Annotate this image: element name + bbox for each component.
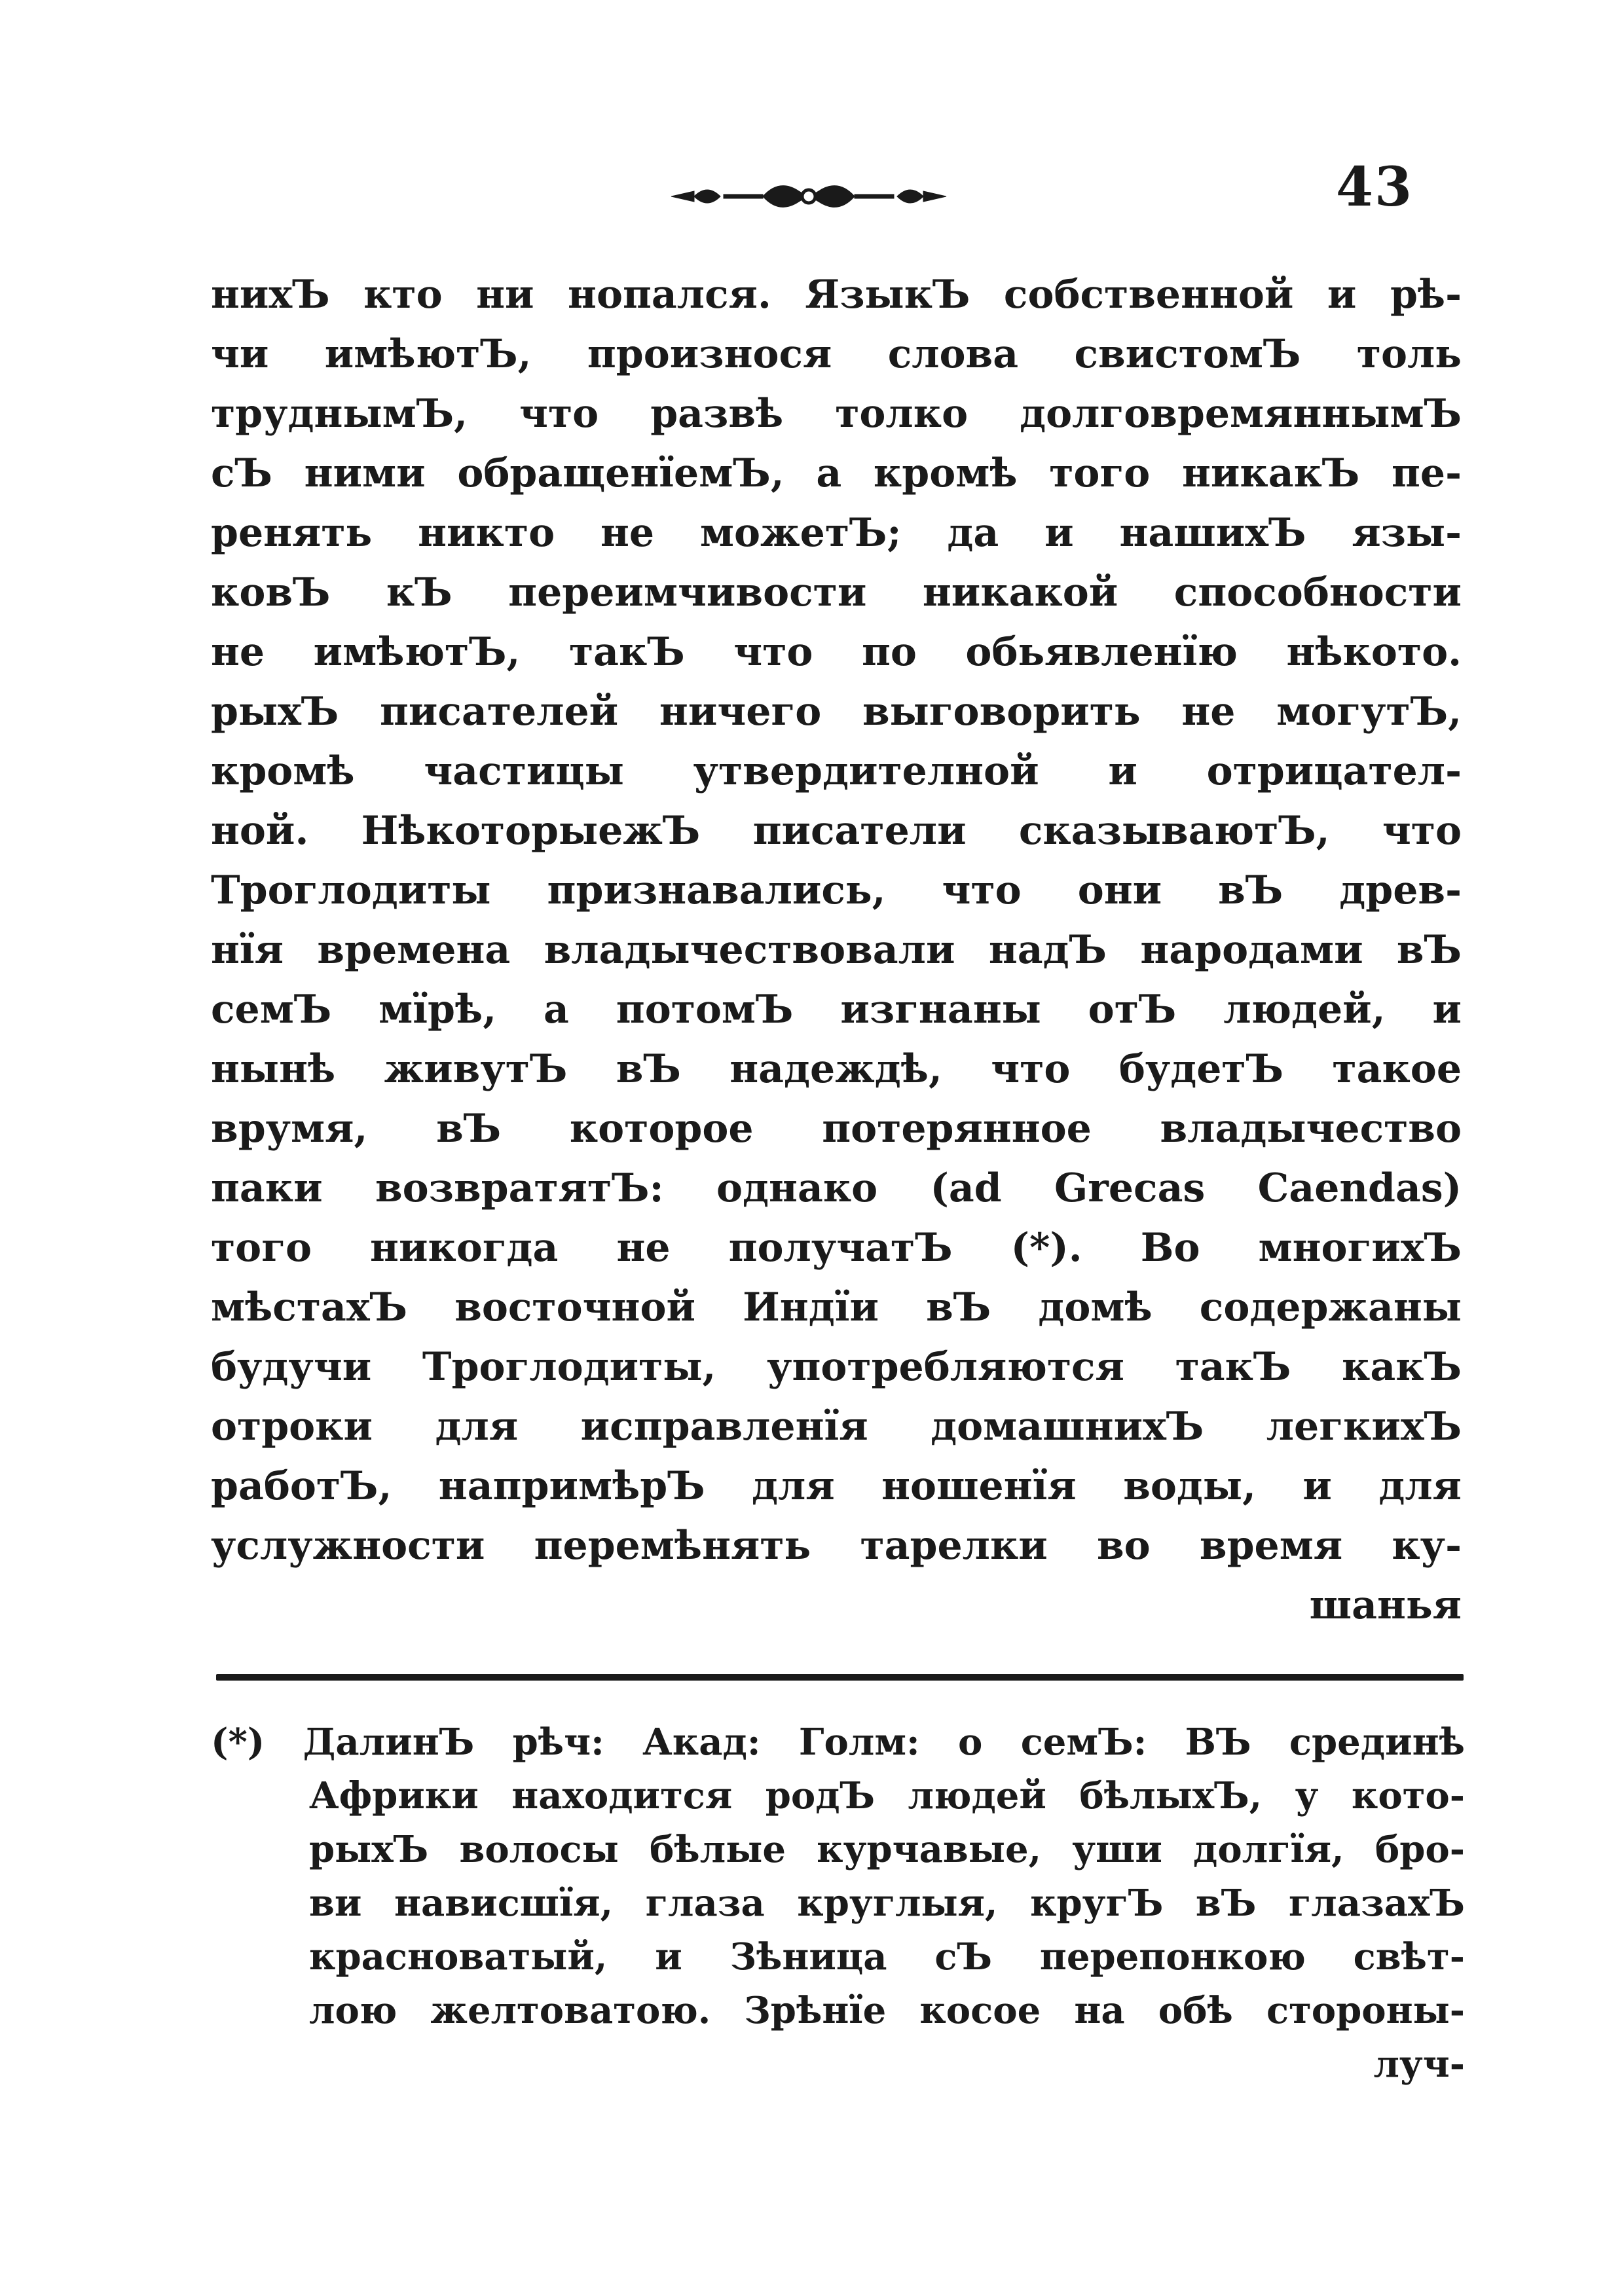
footnote-divider bbox=[216, 1674, 1464, 1681]
text-line: мѣстахЪ восточной Индїи вЪ домѣ содержаны bbox=[211, 1285, 1462, 1330]
catchword: шанья bbox=[1309, 1582, 1462, 1628]
decorative-ornament-icon bbox=[668, 172, 950, 217]
text-line: нїя времена владычествовали надЪ народами вЪ bbox=[211, 927, 1462, 973]
footnote-line: рыхЪ волосы бѣлые курчавые, уши долгїя, бро- bbox=[309, 1828, 1465, 1871]
text-line: рыхЪ писателей ничего выговорить не могутЪ, bbox=[211, 689, 1462, 735]
text-line: нихЪ кто ни нопался. ЯзыкЪ собственной и рѣ- bbox=[211, 272, 1462, 318]
text-line: не имѣютЪ, такЪ что по обьявленїю нѣкото. bbox=[211, 629, 1462, 675]
text-line: врумя, вЪ которое потерянное владычество bbox=[211, 1106, 1462, 1152]
footnote-catchword: луч- bbox=[1373, 2043, 1465, 2086]
footnote-line: Африки находится родЪ людей бѣлыхЪ, у кото- bbox=[309, 1774, 1465, 1817]
footnote-line: ви нависшїя, глаза круглыя, кругЪ вЪ глазахЪ bbox=[309, 1882, 1465, 1925]
page-number: 43 bbox=[1336, 156, 1414, 219]
text-line: паки возвратятЪ: однако (ad Grecas Caendas) bbox=[211, 1165, 1462, 1211]
main-text-block bbox=[211, 265, 1462, 1635]
text-line: кромѣ частицы утвердителной и отрицател- bbox=[211, 748, 1462, 794]
text-line: ковЪ кЪ переимчивости никакой способности bbox=[211, 570, 1462, 615]
footnote-line: красноватый, и Зѣница сЪ перепонкою свѣт- bbox=[309, 1935, 1465, 1978]
text-line: сЪ ними обращенїемЪ, а кромѣ того никакЪ пе- bbox=[211, 450, 1462, 496]
text-line: будучи Троглодиты, употребляются такЪ какЪ bbox=[211, 1344, 1462, 1390]
footnote-line: (*) ДалинЪ рѣч: Акад: Голм: о семЪ: ВЪ срединѣ bbox=[211, 1721, 1465, 1764]
footnote-line: лою желтоватою. Зрѣнїе косое на обѣ стороны- bbox=[309, 1989, 1465, 2032]
text-line: семЪ мїрѣ, а потомЪ изгнаны отЪ людей, и bbox=[211, 987, 1462, 1032]
text-line: ной. НѣкоторыежЪ писатели сказываютЪ, что bbox=[211, 808, 1462, 854]
text-line: отроки для исправленїя домашнихЪ легкихЪ bbox=[211, 1404, 1462, 1449]
text-line: чи имѣютЪ, произнося слова свистомЪ толь bbox=[211, 331, 1462, 377]
text-line: услужности перемѣнять тарелки во время ку- bbox=[211, 1523, 1462, 1569]
text-line: труднымЪ, что развѣ толко долговремяннымЪ bbox=[211, 391, 1462, 437]
text-line: Троглодиты признавались, что они вЪ древ- bbox=[211, 867, 1462, 913]
text-line: нынѣ живутЪ вЪ надеждѣ, что будетЪ такое bbox=[211, 1046, 1462, 1092]
text-line: ренять никто не можетЪ; да и нашихЪ язы- bbox=[211, 510, 1462, 556]
text-line: того никогда не получатЪ (*). Во многихЪ bbox=[211, 1225, 1462, 1271]
footnote-block bbox=[211, 1715, 1465, 2091]
text-line: работЪ, напримѣрЪ для ношенїя воды, и для bbox=[211, 1463, 1462, 1509]
